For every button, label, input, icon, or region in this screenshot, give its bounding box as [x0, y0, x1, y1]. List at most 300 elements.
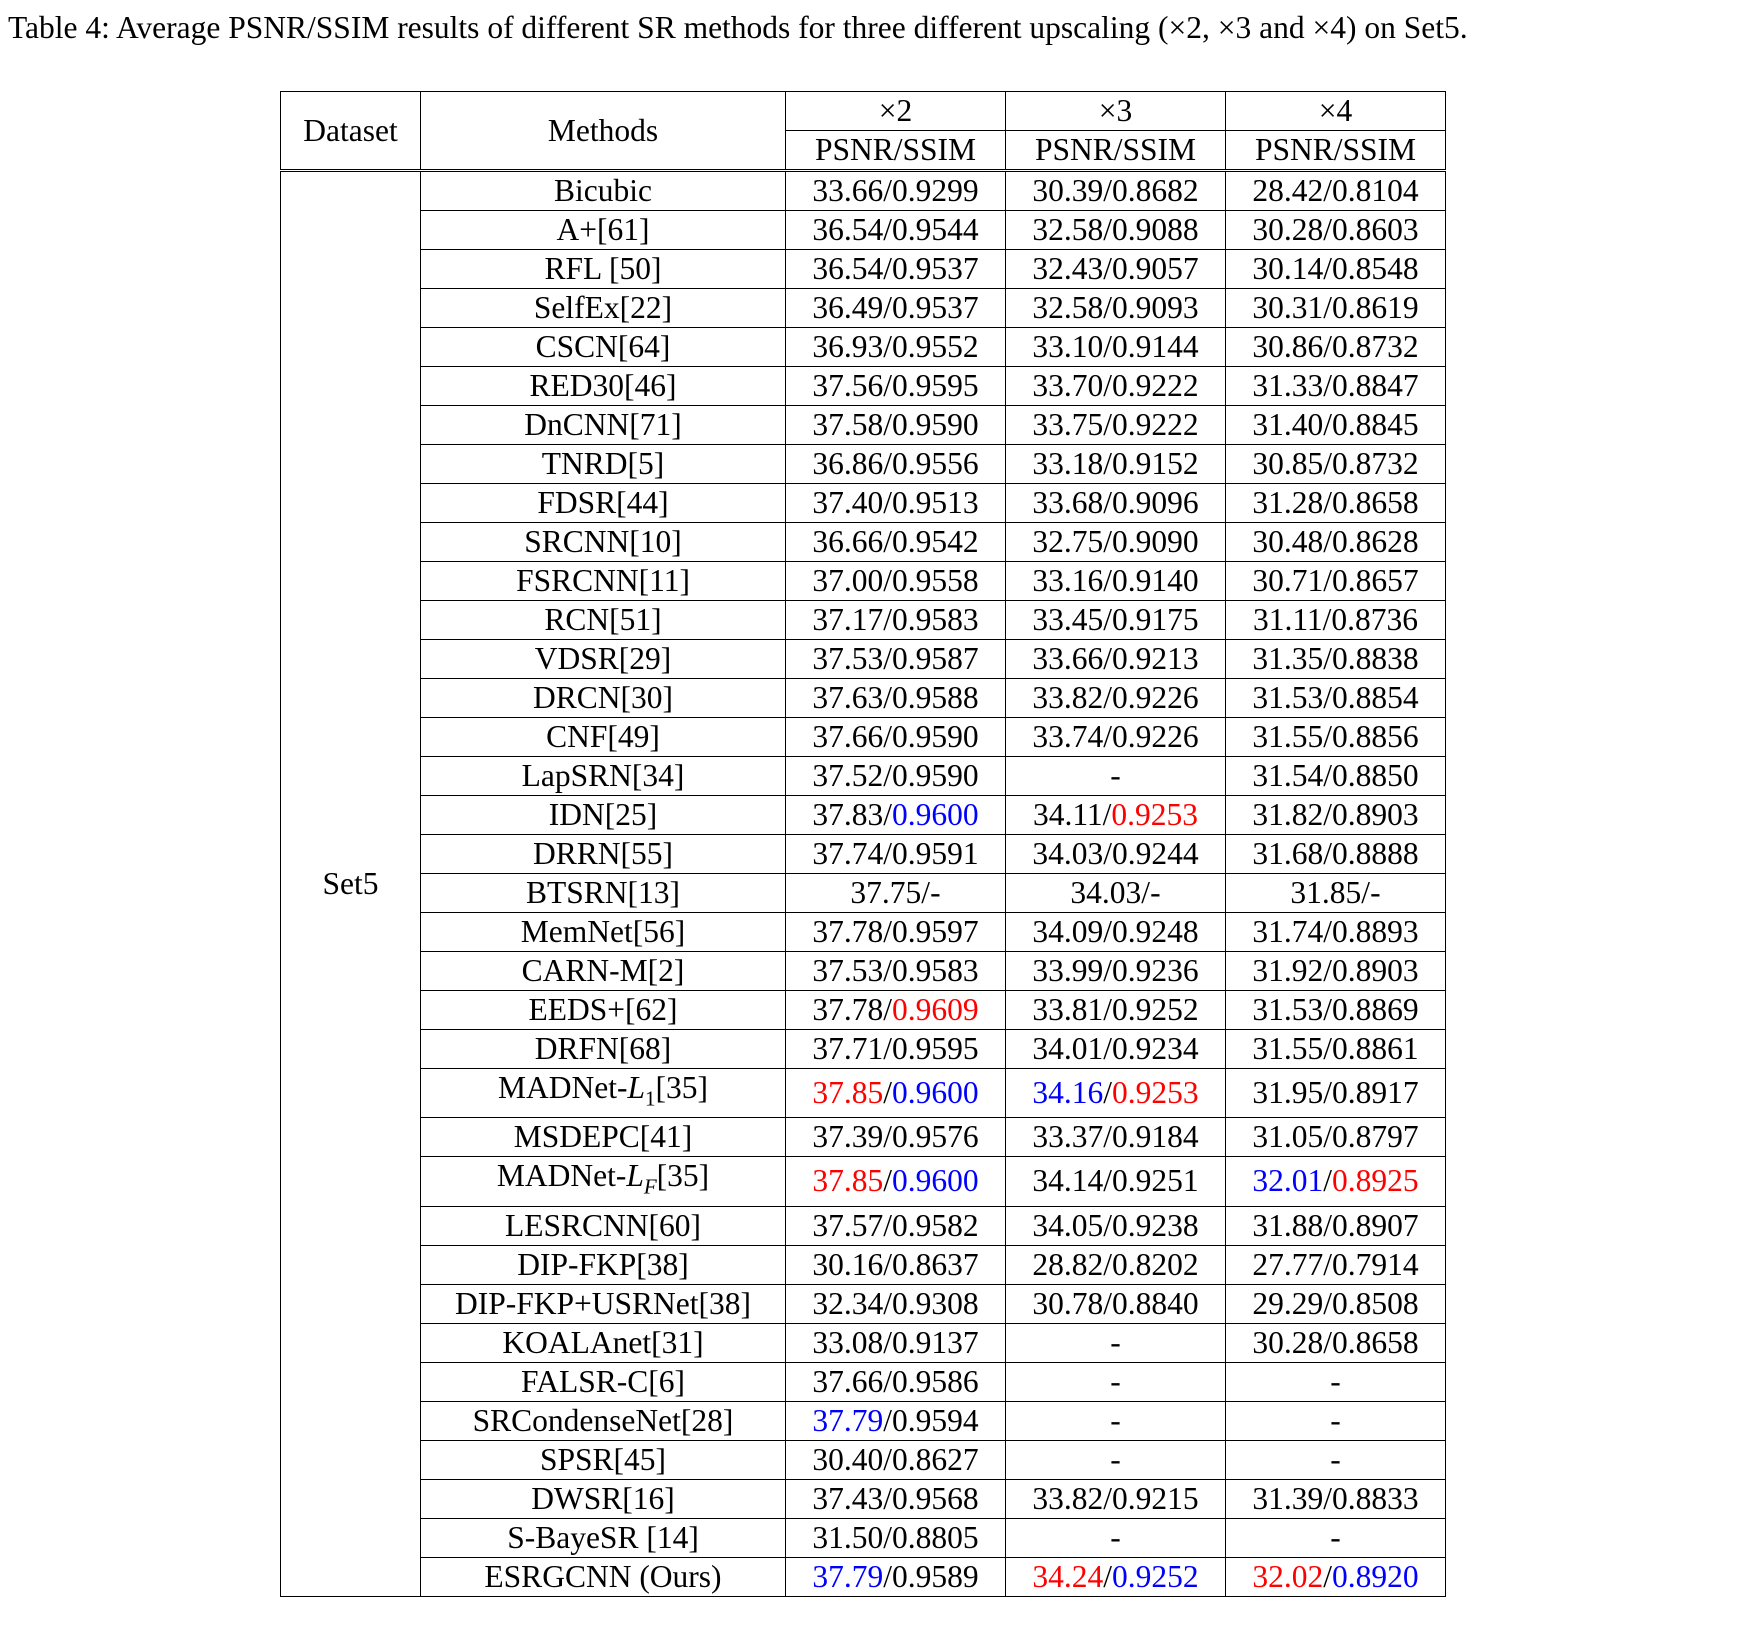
psnr-ssim-cell-x3: 34.03/0.9244 — [1006, 835, 1226, 874]
loss-subscript: F — [643, 1174, 657, 1199]
psnr-ssim-cell-x2: 37.78/0.9597 — [786, 913, 1006, 952]
table-row — [281, 406, 1446, 445]
psnr-value: 37.56 — [812, 368, 884, 403]
psnr-value: 37.53 — [812, 953, 884, 988]
method-cell — [421, 1557, 786, 1596]
method-name: MSDEPC[41] — [513, 1119, 693, 1155]
psnr-ssim-cell-x2: 36.93/0.9552 — [786, 328, 1006, 367]
psnr-value: 34.24 — [1032, 1558, 1104, 1594]
table-row — [281, 679, 1446, 718]
psnr-ssim-cell-x4: 30.71/0.8657 — [1226, 562, 1446, 601]
ssim-value: 0.8845 — [1332, 407, 1419, 442]
psnr-value: 37.52 — [812, 758, 884, 793]
ssim-value: 0.9140 — [1112, 563, 1199, 598]
ssim-value: 0.9144 — [1112, 329, 1199, 364]
psnr-ssim-cell-x4: 32.02/0.8920 — [1226, 1557, 1446, 1596]
method-name: CNF[49] — [546, 719, 660, 754]
psnr-ssim-cell-x3: 34.24/0.9252 — [1006, 1557, 1226, 1596]
psnr-value: 36.86 — [812, 446, 884, 481]
psnr-value: 37.74 — [812, 836, 884, 871]
empty-value: - — [1110, 1363, 1121, 1399]
method-name: Bicubic — [554, 173, 652, 208]
method-name: VDSR[29] — [534, 641, 672, 676]
psnr-ssim-cell-x4: 27.77/0.7914 — [1226, 1245, 1446, 1284]
psnr-value: 33.16 — [1032, 563, 1104, 598]
method-cell — [421, 1118, 786, 1157]
ssim-value: 0.8508 — [1332, 1285, 1419, 1321]
ssim-value: 0.8917 — [1332, 1075, 1419, 1111]
psnr-value: 34.01 — [1032, 1031, 1104, 1066]
table-row — [281, 523, 1446, 562]
ssim-value: 0.8736 — [1331, 602, 1419, 637]
ssim-value: 0.9588 — [892, 680, 979, 715]
psnr-value: 37.78 — [812, 992, 884, 1027]
ssim-value: 0.8628 — [1332, 524, 1419, 559]
method-ref: [35] — [655, 1070, 708, 1105]
table-row — [281, 211, 1446, 250]
psnr-ssim-cell-x3: 32.58/0.9093 — [1006, 289, 1226, 328]
psnr-ssim-cell-x2: 37.66/0.9590 — [786, 718, 1006, 757]
header-dataset: Dataset — [281, 92, 421, 171]
ssim-value: 0.9586 — [892, 1363, 979, 1399]
psnr-value: 31.92 — [1252, 953, 1324, 988]
psnr-ssim-cell-x4 — [1226, 1518, 1446, 1557]
table-row — [281, 835, 1446, 874]
psnr-value: 33.08 — [812, 1324, 884, 1360]
table-row — [281, 1206, 1446, 1245]
ssim-value: 0.9558 — [892, 563, 979, 598]
psnr-ssim-cell-x4: 30.28/0.8658 — [1226, 1323, 1446, 1362]
psnr-value: 36.49 — [812, 290, 884, 325]
ssim-value: 0.8854 — [1332, 680, 1419, 715]
method-cell — [421, 289, 786, 328]
psnr-ssim-cell-x4: 31.82/0.8903 — [1226, 796, 1446, 835]
psnr-value: 37.00 — [812, 563, 884, 598]
method-cell — [421, 1362, 786, 1401]
table-row — [281, 484, 1446, 523]
table-body — [281, 171, 1446, 1597]
ssim-value: - — [930, 875, 941, 910]
ssim-value: 0.8732 — [1332, 446, 1419, 481]
psnr-ssim-cell-x4: 28.42/0.8104 — [1226, 171, 1446, 211]
psnr-value: 33.37 — [1032, 1119, 1104, 1155]
dataset-cell: Set5 — [281, 171, 421, 1597]
psnr-ssim-cell-x3: 30.39/0.8682 — [1006, 171, 1226, 211]
method-cell — [421, 796, 786, 835]
ssim-value: 0.9236 — [1112, 953, 1199, 988]
method-cell — [421, 913, 786, 952]
ssim-value: 0.9213 — [1112, 641, 1199, 676]
psnr-ssim-cell-x4: 31.53/0.8869 — [1226, 991, 1446, 1030]
method-cell — [421, 640, 786, 679]
ssim-value: 0.8903 — [1332, 797, 1419, 832]
ssim-value: 0.9137 — [892, 1324, 979, 1360]
psnr-value: 33.18 — [1032, 446, 1104, 481]
psnr-value: 37.66 — [812, 719, 884, 754]
psnr-ssim-cell-x3 — [1006, 1362, 1226, 1401]
psnr-value: 34.16 — [1032, 1075, 1104, 1111]
psnr-ssim-cell-x2: 37.40/0.9513 — [786, 484, 1006, 523]
ssim-value: 0.9552 — [892, 329, 979, 364]
psnr-ssim-cell-x4: 31.85/- — [1226, 874, 1446, 913]
psnr-ssim-cell-x3: 34.09/0.9248 — [1006, 913, 1226, 952]
psnr-ssim-cell-x2: 37.78/0.9609 — [786, 991, 1006, 1030]
ssim-value: 0.8657 — [1332, 563, 1419, 598]
psnr-ssim-cell-x3: 33.99/0.9236 — [1006, 952, 1226, 991]
ssim-value: 0.9253 — [1112, 1075, 1199, 1111]
method-cell — [421, 250, 786, 289]
method-name: DnCNN[71] — [524, 407, 682, 442]
table-row — [281, 1479, 1446, 1518]
psnr-ssim-cell-x3: 34.14/0.9251 — [1006, 1157, 1226, 1206]
ssim-value: 0.8548 — [1332, 251, 1419, 286]
method-name: FSRCNN[11] — [516, 563, 690, 598]
psnr-ssim-cell-x4: 31.74/0.8893 — [1226, 913, 1446, 952]
psnr-ssim-cell-x3: 32.75/0.9090 — [1006, 523, 1226, 562]
psnr-value: 37.85 — [812, 1075, 884, 1111]
method-cell — [421, 952, 786, 991]
psnr-ssim-cell-x2: 37.85/0.9600 — [786, 1157, 1006, 1206]
psnr-ssim-cell-x4: 31.55/0.8861 — [1226, 1030, 1446, 1069]
psnr-value: 30.28 — [1252, 1324, 1324, 1360]
ssim-value: 0.9595 — [892, 368, 979, 403]
ssim-value: 0.8658 — [1332, 1324, 1419, 1360]
psnr-value: 33.45 — [1032, 602, 1104, 637]
psnr-ssim-cell-x4: 32.01/0.8925 — [1226, 1157, 1446, 1206]
ssim-value: 0.8658 — [1332, 485, 1419, 520]
ssim-value: 0.8202 — [1112, 1246, 1199, 1282]
psnr-ssim-cell-x3: 32.58/0.9088 — [1006, 211, 1226, 250]
psnr-value: 32.58 — [1032, 212, 1104, 247]
table-row — [281, 1245, 1446, 1284]
psnr-ssim-cell-x2: 37.52/0.9590 — [786, 757, 1006, 796]
method-cell — [421, 445, 786, 484]
ssim-value: 0.8861 — [1332, 1031, 1419, 1066]
psnr-value: 37.79 — [812, 1558, 884, 1594]
ssim-value: 0.8907 — [1332, 1207, 1419, 1243]
table-row — [281, 1440, 1446, 1479]
psnr-ssim-cell-x2: 31.50/0.8805 — [786, 1518, 1006, 1557]
ssim-value: 0.9587 — [892, 641, 979, 676]
psnr-value: 37.39 — [812, 1119, 884, 1155]
table-row — [281, 1118, 1446, 1157]
psnr-ssim-cell-x3: 34.03/- — [1006, 874, 1226, 913]
psnr-ssim-cell-x2: 37.58/0.9590 — [786, 406, 1006, 445]
method-cell — [421, 1323, 786, 1362]
psnr-ssim-cell-x3: 33.10/0.9144 — [1006, 328, 1226, 367]
psnr-value: 30.14 — [1252, 251, 1324, 286]
table-row — [281, 952, 1446, 991]
ssim-value: 0.9590 — [892, 719, 979, 754]
psnr-ssim-cell-x4: 31.33/0.8847 — [1226, 367, 1446, 406]
psnr-value: 37.66 — [812, 1363, 884, 1399]
method-name: DWSR[16] — [531, 1480, 675, 1516]
method-name: MADNet- — [496, 1158, 627, 1194]
ssim-value: 0.9594 — [892, 1402, 979, 1438]
psnr-value: 31.28 — [1252, 485, 1324, 520]
psnr-value: 37.43 — [812, 1480, 884, 1516]
psnr-ssim-cell-x3: 33.70/0.9222 — [1006, 367, 1226, 406]
psnr-value: 33.82 — [1032, 1480, 1104, 1516]
psnr-ssim-cell-x4: 30.86/0.8732 — [1226, 328, 1446, 367]
ssim-value: 0.9609 — [892, 992, 979, 1027]
psnr-ssim-cell-x4: 30.28/0.8603 — [1226, 211, 1446, 250]
psnr-value: 30.28 — [1252, 212, 1324, 247]
psnr-value: 31.88 — [1252, 1207, 1324, 1243]
ssim-value: 0.9152 — [1112, 446, 1199, 481]
ssim-value: 0.9589 — [892, 1558, 979, 1594]
psnr-value: 32.58 — [1032, 290, 1104, 325]
empty-value: - — [1110, 1519, 1121, 1555]
psnr-value: 31.35 — [1252, 641, 1324, 676]
psnr-ssim-cell-x4: 30.14/0.8548 — [1226, 250, 1446, 289]
ssim-value: 0.9544 — [892, 212, 979, 247]
psnr-ssim-cell-x2: 36.66/0.9542 — [786, 523, 1006, 562]
ssim-value: - — [1150, 875, 1161, 910]
ssim-value: 0.8637 — [892, 1246, 979, 1282]
method-cell — [421, 171, 786, 211]
ssim-value: 0.9595 — [892, 1031, 979, 1066]
method-cell — [421, 991, 786, 1030]
header-scale-x2: ×2 — [786, 92, 1006, 131]
psnr-ssim-cell-x3: 33.37/0.9184 — [1006, 1118, 1226, 1157]
table-row — [281, 289, 1446, 328]
psnr-ssim-cell-x3: 30.78/0.8840 — [1006, 1284, 1226, 1323]
ssim-value: 0.9253 — [1111, 797, 1199, 832]
method-name: SRCondenseNet[28] — [472, 1402, 734, 1438]
ssim-value: 0.7914 — [1332, 1246, 1419, 1282]
method-cell — [421, 367, 786, 406]
psnr-ssim-cell-x3 — [1006, 1323, 1226, 1362]
method-name: RED30[46] — [529, 368, 677, 403]
psnr-value: 31.53 — [1252, 992, 1324, 1027]
table-row — [281, 874, 1446, 913]
psnr-value: 37.40 — [812, 485, 884, 520]
table-row — [281, 913, 1446, 952]
table-row — [281, 1069, 1446, 1118]
ssim-value: 0.8903 — [1332, 953, 1419, 988]
psnr-value: 36.66 — [812, 524, 884, 559]
method-name: S-BayeSR [14] — [507, 1519, 699, 1555]
method-cell — [421, 406, 786, 445]
method-name: SRCNN[10] — [524, 524, 682, 559]
psnr-ssim-cell-x2: 37.17/0.9583 — [786, 601, 1006, 640]
psnr-ssim-cell-x2: 37.79/0.9589 — [786, 1557, 1006, 1596]
method-cell — [421, 718, 786, 757]
table-row — [281, 1401, 1446, 1440]
psnr-value: 33.82 — [1032, 680, 1104, 715]
psnr-ssim-cell-x3: 33.82/0.9215 — [1006, 1479, 1226, 1518]
empty-value: - — [1330, 1402, 1341, 1438]
psnr-ssim-cell-x3 — [1006, 1401, 1226, 1440]
psnr-value: 37.53 — [812, 641, 884, 676]
psnr-ssim-cell-x2: 37.39/0.9576 — [786, 1118, 1006, 1157]
table-row — [281, 1557, 1446, 1596]
method-name: DIP-FKP[38] — [517, 1246, 689, 1282]
ssim-value: 0.9600 — [892, 1163, 979, 1199]
psnr-ssim-cell-x3: 33.16/0.9140 — [1006, 562, 1226, 601]
psnr-ssim-cell-x3: 33.81/0.9252 — [1006, 991, 1226, 1030]
psnr-value: 31.50 — [812, 1519, 884, 1555]
method-name: MADNet- — [498, 1070, 628, 1105]
psnr-ssim-cell-x2: 36.54/0.9544 — [786, 211, 1006, 250]
psnr-value: 37.71 — [812, 1031, 884, 1066]
psnr-ssim-cell-x3: 28.82/0.8202 — [1006, 1245, 1226, 1284]
method-name: RFL [50] — [544, 251, 662, 286]
ssim-value: 0.8603 — [1332, 212, 1419, 247]
psnr-ssim-cell-x4 — [1226, 1440, 1446, 1479]
method-name: SelfEx[22] — [533, 290, 673, 325]
ssim-value: 0.9308 — [892, 1285, 979, 1321]
header-scale-x4: ×4 — [1226, 92, 1446, 131]
psnr-ssim-cell-x2: 33.66/0.9299 — [786, 171, 1006, 211]
psnr-value: 37.85 — [812, 1163, 884, 1199]
table-row — [281, 328, 1446, 367]
psnr-value: 34.11 — [1032, 797, 1103, 832]
ssim-value: 0.9537 — [892, 251, 979, 286]
ssim-value: 0.9583 — [892, 953, 979, 988]
psnr-ssim-cell-x4: 31.53/0.8854 — [1226, 679, 1446, 718]
psnr-value: 33.68 — [1032, 485, 1104, 520]
psnr-value: 34.03 — [1070, 875, 1142, 910]
psnr-ssim-cell-x3: 34.11/0.9253 — [1006, 796, 1226, 835]
ssim-value: 0.9568 — [892, 1480, 979, 1516]
ssim-value: - — [1370, 875, 1381, 910]
ssim-value: 0.8732 — [1332, 329, 1419, 364]
psnr-value: 33.70 — [1032, 368, 1104, 403]
psnr-ssim-cell-x2: 37.71/0.9595 — [786, 1030, 1006, 1069]
ssim-value: 0.8850 — [1332, 758, 1419, 793]
ssim-value: 0.8619 — [1332, 290, 1419, 325]
method-name: DIP-FKP+USRNet[38] — [454, 1285, 752, 1321]
psnr-ssim-cell-x3: 34.05/0.9238 — [1006, 1206, 1226, 1245]
method-name: TNRD[5] — [541, 446, 665, 481]
ssim-value: 0.8805 — [892, 1519, 979, 1555]
psnr-value: 37.17 — [812, 602, 884, 637]
psnr-value: 30.85 — [1252, 446, 1324, 481]
psnr-value: 37.78 — [812, 914, 884, 949]
empty-value: - — [1110, 1324, 1121, 1360]
ssim-value: 0.9556 — [892, 446, 979, 481]
psnr-value: 33.66 — [812, 173, 884, 208]
psnr-value: 27.77 — [1252, 1246, 1324, 1282]
psnr-ssim-cell-x2: 37.53/0.9583 — [786, 952, 1006, 991]
ssim-value: 0.9215 — [1112, 1480, 1199, 1516]
psnr-value: 33.99 — [1032, 953, 1104, 988]
ssim-value: 0.8888 — [1332, 836, 1419, 871]
psnr-ssim-cell-x2: 37.43/0.9568 — [786, 1479, 1006, 1518]
psnr-value: 31.55 — [1252, 719, 1324, 754]
ssim-value: 0.8104 — [1332, 173, 1419, 208]
method-ref: [35] — [656, 1158, 710, 1194]
ssim-value: 0.9226 — [1112, 719, 1199, 754]
empty-value: - — [1330, 1441, 1341, 1477]
psnr-ssim-cell-x4: 31.28/0.8658 — [1226, 484, 1446, 523]
psnr-ssim-cell-x4: 31.11/0.8736 — [1226, 601, 1446, 640]
ssim-value: 0.9582 — [892, 1207, 979, 1243]
psnr-ssim-cell-x4: 31.88/0.8907 — [1226, 1206, 1446, 1245]
loss-symbol: L — [626, 1158, 644, 1194]
psnr-value: 30.86 — [1252, 329, 1324, 364]
psnr-value: 37.83 — [812, 797, 884, 832]
psnr-value: 29.29 — [1252, 1285, 1324, 1321]
psnr-value: 34.14 — [1032, 1163, 1104, 1199]
psnr-value: 30.48 — [1252, 524, 1324, 559]
psnr-value: 31.33 — [1252, 368, 1324, 403]
psnr-ssim-cell-x3: 33.18/0.9152 — [1006, 445, 1226, 484]
psnr-value: 31.95 — [1252, 1075, 1324, 1111]
method-name: BTSRN[13] — [525, 875, 680, 910]
table-row — [281, 601, 1446, 640]
psnr-ssim-cell-x4: 31.35/0.8838 — [1226, 640, 1446, 679]
psnr-value: 37.75 — [850, 875, 922, 910]
method-cell — [421, 1069, 786, 1118]
psnr-ssim-cell-x4: 30.85/0.8732 — [1226, 445, 1446, 484]
ssim-value: 0.8893 — [1332, 914, 1419, 949]
psnr-value: 31.40 — [1252, 407, 1324, 442]
psnr-value: 28.42 — [1252, 173, 1324, 208]
ssim-value: 0.9090 — [1112, 524, 1199, 559]
ssim-value: 0.9088 — [1112, 212, 1199, 247]
table-caption: Table 4: Average PSNR/SSIM results of different SR methods for three different upscaling (×2, ×3 and ×4) on Set5. — [8, 10, 1468, 45]
ssim-value: 0.9542 — [892, 524, 979, 559]
table-row — [281, 718, 1446, 757]
psnr-ssim-cell-x3: 33.82/0.9226 — [1006, 679, 1226, 718]
method-cell — [421, 523, 786, 562]
psnr-ssim-cell-x3: 33.68/0.9096 — [1006, 484, 1226, 523]
psnr-ssim-cell-x2: 37.56/0.9595 — [786, 367, 1006, 406]
method-cell — [421, 874, 786, 913]
empty-value: - — [1110, 1402, 1121, 1438]
ssim-value: 0.9222 — [1112, 368, 1199, 403]
psnr-value: 31.11 — [1252, 602, 1323, 637]
method-cell — [421, 1518, 786, 1557]
method-cell — [421, 1440, 786, 1479]
psnr-value: 31.53 — [1252, 680, 1324, 715]
psnr-value: 33.74 — [1032, 719, 1104, 754]
psnr-ssim-cell-x2: 36.49/0.9537 — [786, 289, 1006, 328]
psnr-value: 32.01 — [1252, 1163, 1324, 1199]
ssim-value: 0.9057 — [1112, 251, 1199, 286]
psnr-value: 37.57 — [812, 1207, 884, 1243]
ssim-value: 0.9226 — [1112, 680, 1199, 715]
psnr-value: 31.54 — [1252, 758, 1324, 793]
method-cell — [421, 1157, 786, 1206]
psnr-ssim-cell-x2: 37.63/0.9588 — [786, 679, 1006, 718]
method-name: RCN[51] — [544, 602, 662, 637]
psnr-value: 34.09 — [1032, 914, 1104, 949]
psnr-ssim-cell-x2: 37.66/0.9586 — [786, 1362, 1006, 1401]
ssim-value: 0.9591 — [892, 836, 979, 871]
ssim-value: 0.9184 — [1112, 1119, 1199, 1155]
method-name: A+[61] — [556, 212, 650, 247]
ssim-value: 0.9175 — [1112, 602, 1199, 637]
psnr-ssim-cell-x2: 37.53/0.9587 — [786, 640, 1006, 679]
psnr-value: 33.75 — [1032, 407, 1104, 442]
table-row — [281, 1157, 1446, 1206]
empty-value: - — [1330, 1519, 1341, 1555]
ssim-value: 0.9238 — [1112, 1207, 1199, 1243]
psnr-value: 30.40 — [812, 1441, 884, 1477]
ssim-value: 0.9583 — [892, 602, 979, 637]
method-cell — [421, 1206, 786, 1245]
method-name: LapSRN[34] — [521, 758, 685, 793]
table-row — [281, 1362, 1446, 1401]
psnr-value: 37.63 — [812, 680, 884, 715]
ssim-value: 0.9252 — [1112, 992, 1199, 1027]
psnr-ssim-cell-x2: 32.34/0.9308 — [786, 1284, 1006, 1323]
method-name: KOALAnet[31] — [502, 1324, 704, 1360]
